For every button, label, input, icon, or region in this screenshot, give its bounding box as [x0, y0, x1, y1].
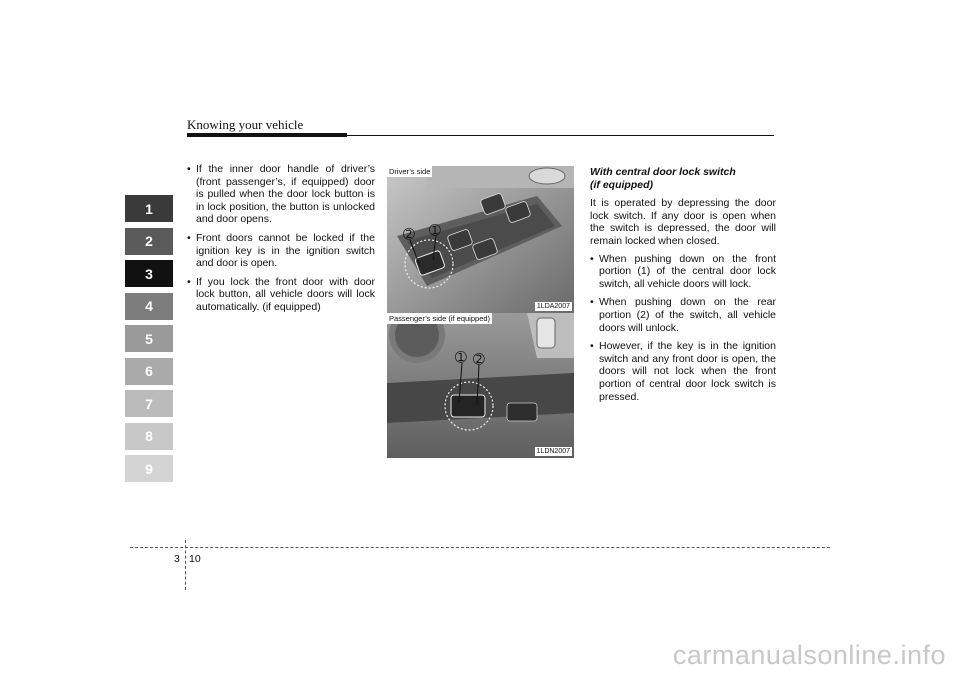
chapter-tab-3[interactable]: 3 — [125, 260, 173, 287]
section-heading-line1: With central door lock switch — [590, 166, 736, 178]
chapter-tab-5[interactable]: 5 — [125, 325, 173, 352]
watermark: carmanualsonline.info — [672, 640, 946, 670]
figure-passengers-side — [387, 313, 574, 458]
bullet-item: • However, if the key is in the ignition switch and any front door is open, the doors will not lock when the front portion of central door lock switch is pressed. — [590, 340, 776, 403]
chapter-tab-2[interactable]: 2 — [125, 228, 173, 255]
page-header-title: Knowing your vehicle — [187, 117, 304, 132]
section-heading-line2: (if equipped) — [590, 178, 653, 191]
door-switch-illustration — [387, 166, 574, 313]
section-heading — [590, 166, 776, 191]
figure-caption: Driver’s side — [389, 167, 431, 176]
callout-2-icon: ➁ — [403, 226, 415, 242]
figure-drivers-side — [387, 166, 574, 313]
chapter-tab-4[interactable]: 4 — [125, 293, 173, 320]
section-intro: It is operated by depressing the door lock switch. If any door is open when the switch is depressed, the door will remain locked when closed. — [590, 197, 776, 247]
chapter-tab-7[interactable]: 7 — [125, 390, 173, 417]
callout-1-icon: ➀ — [455, 349, 467, 365]
footer-divider — [185, 540, 186, 590]
bullet-item: • If the inner door handle of driver’s (front passenger’s, if equipped) door is pulled when the door lock button is in lock position, the button is unlocked and door opens. — [187, 163, 375, 226]
chapter-tab-1[interactable]: 1 — [125, 195, 173, 222]
header-rule — [347, 135, 774, 136]
figure-code: 1LDN2007 — [536, 448, 570, 455]
bullet-item: • When pushing down on the front portion (1) of the central door lock switch, all vehicle doors will lock. — [590, 253, 776, 291]
figure-code: 1LDA2007 — [536, 303, 570, 310]
bullet-item: • Front doors cannot be locked if the ignition key is in the ignition switch and door is open. — [187, 232, 375, 270]
chapter-tab-9[interactable]: 9 — [125, 455, 173, 482]
callout-1-icon: ➀ — [429, 222, 441, 238]
footer-page-number: 10 — [189, 553, 201, 565]
footer-rule — [130, 547, 830, 548]
door-switch-illustration — [387, 313, 574, 458]
chapter-tab-6[interactable]: 6 — [125, 358, 173, 385]
chapter-tab-8[interactable]: 8 — [125, 423, 173, 450]
bullet-item: • If you lock the front door with door lock button, all vehicle doors will lock automatically. (if equipped) — [187, 276, 375, 314]
figure-caption: Passenger’s side (if equipped) — [389, 314, 491, 323]
chapter-tabs — [125, 195, 173, 488]
callout-2-icon: ➁ — [473, 351, 485, 367]
left-text-column — [187, 163, 375, 320]
footer-chapter-number: 3 — [174, 553, 180, 565]
right-text-column — [590, 166, 776, 409]
header-bar — [187, 133, 347, 137]
bullet-item: • When pushing down on the rear portion (2) of the switch, all vehicle doors will unlock. — [590, 296, 776, 334]
